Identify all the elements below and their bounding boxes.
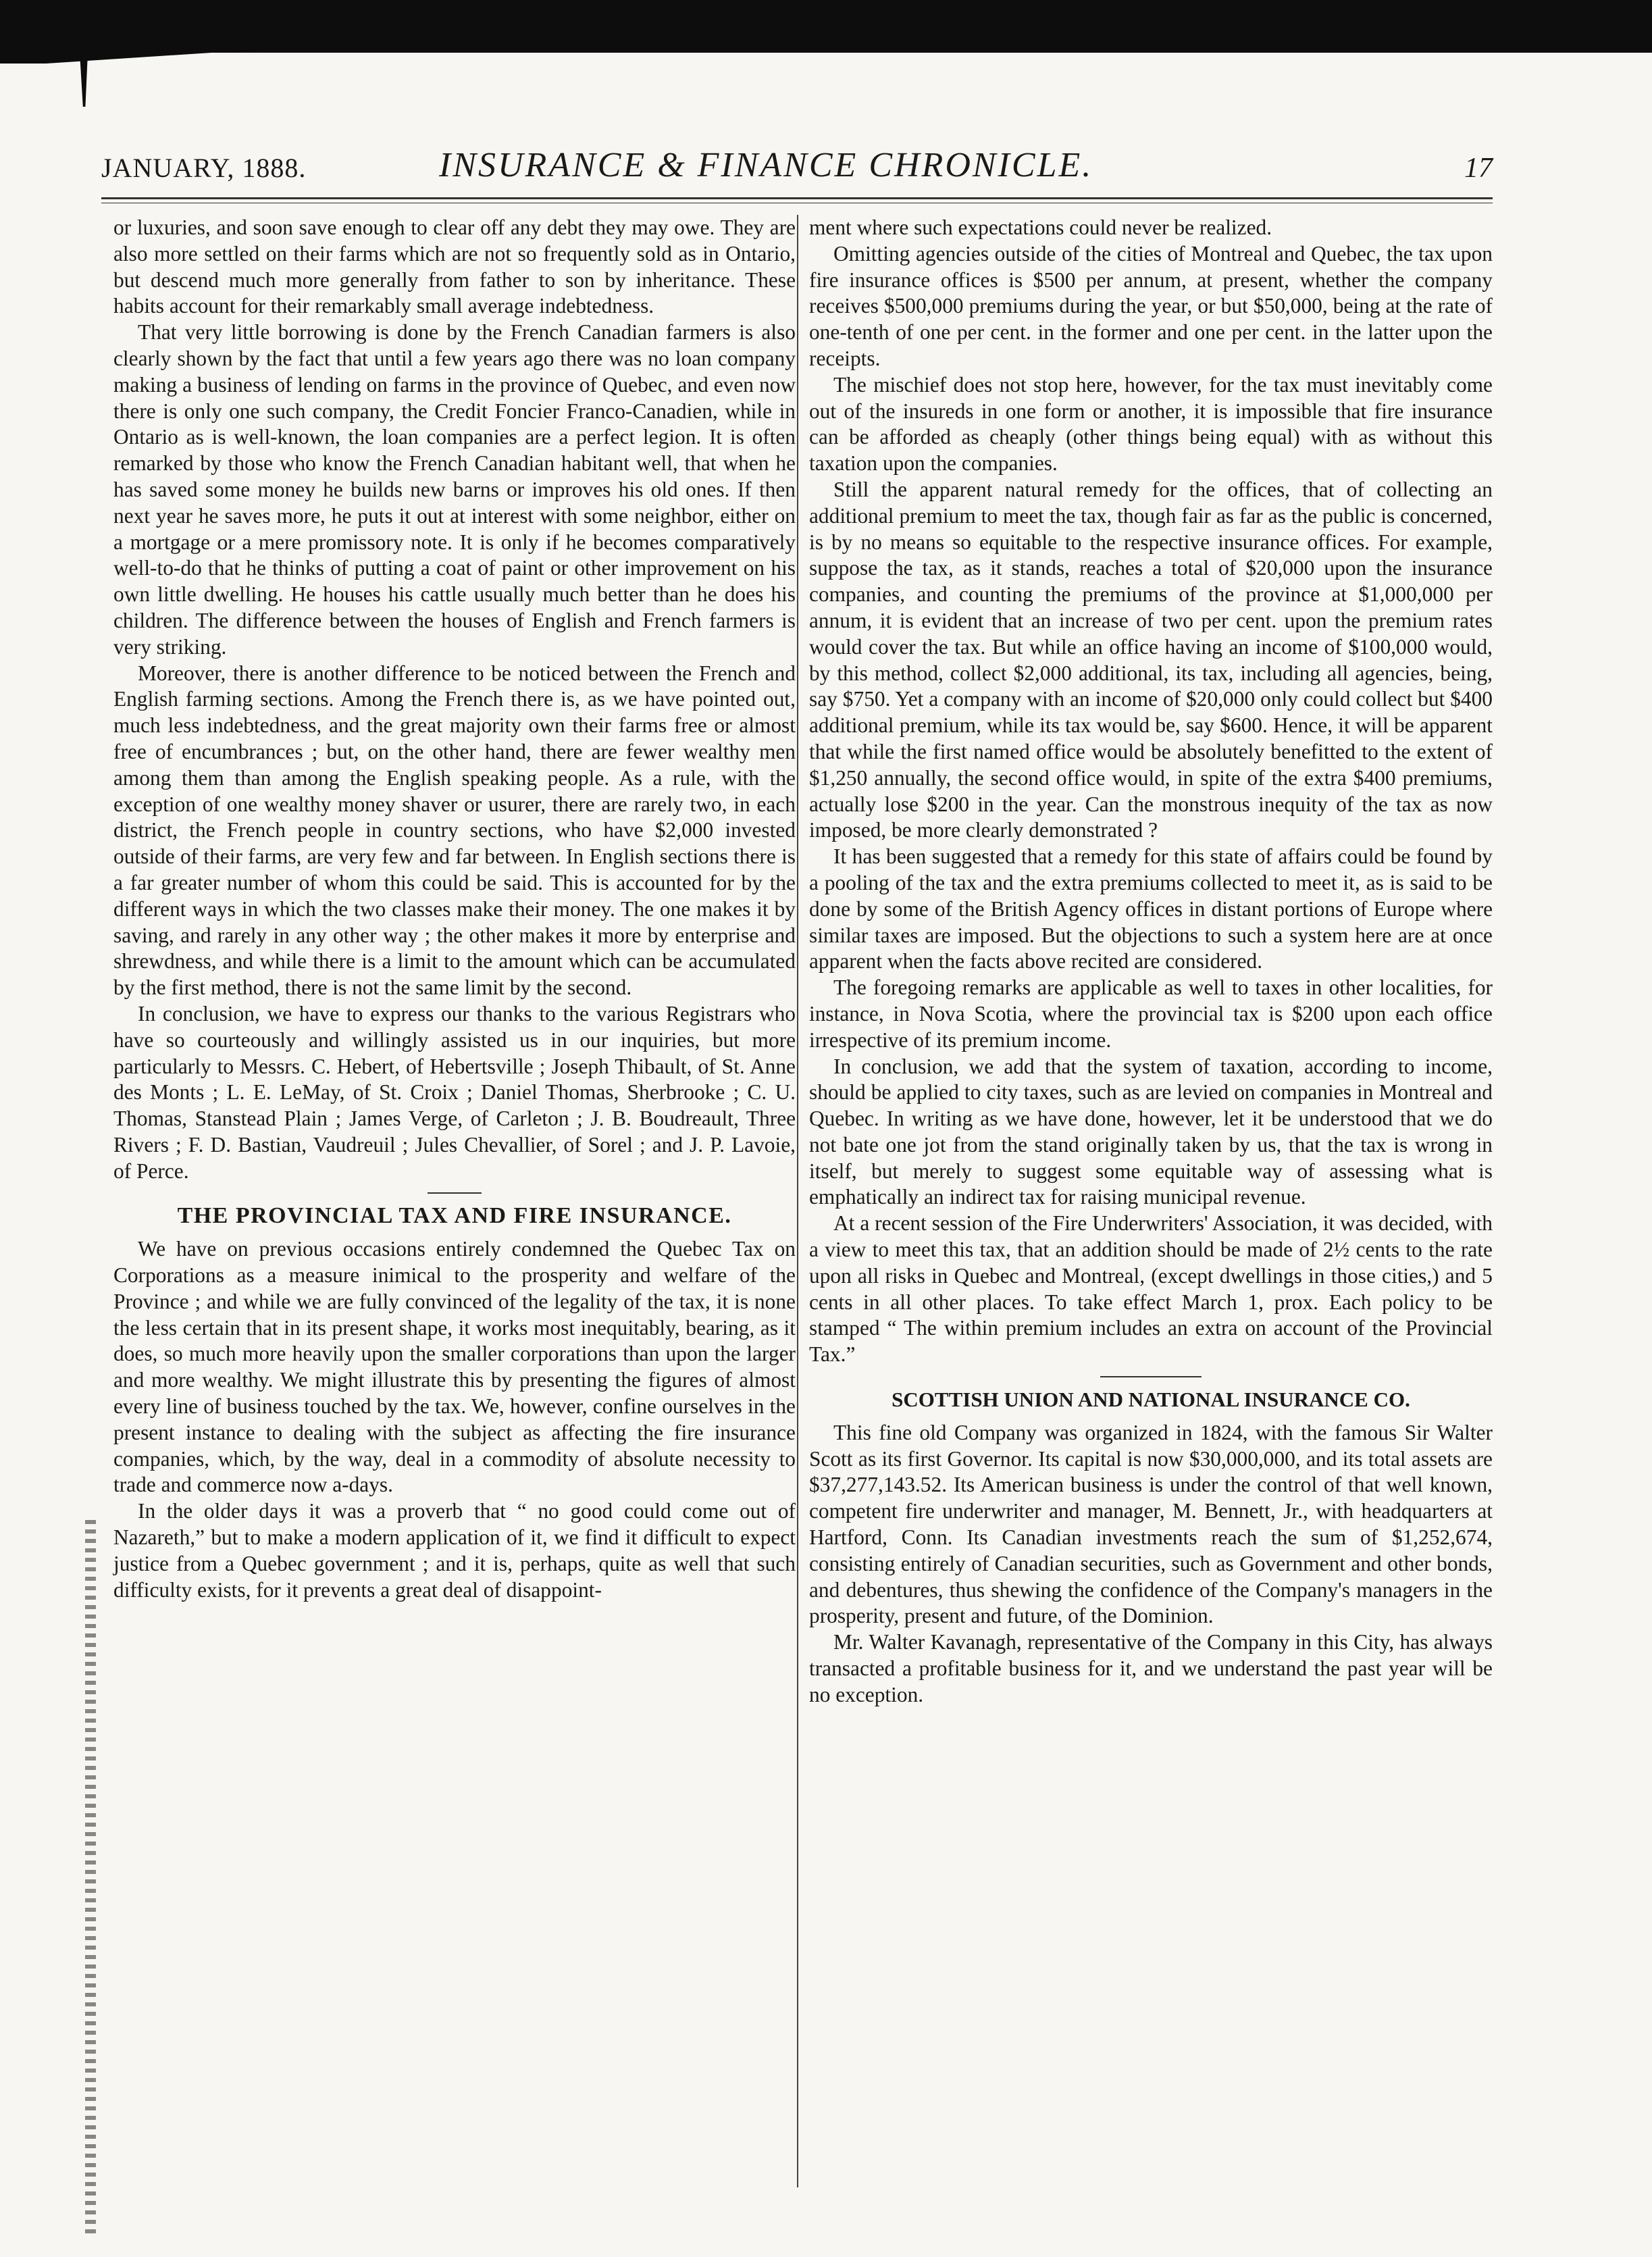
page-header [101, 145, 1493, 193]
section-rule [1100, 1376, 1202, 1377]
scan-mark [80, 53, 88, 107]
article-paragraph: This fine old Company was organized in 1824, with the famous Sir Walter Scott as its first Governor. Its capital is now $30,000,000, and its total assets are $37,277,143.52. Its American business is under the control of that well known, competent fire underwriter and manager, M. Bennett, Jr., with headquarters at Hartford, Conn. Its Canadian investments reach the sum of $1,252,674, consisting entirely of Canadian securities, such as Government and other bonds, and debentures, thus shewing the confidence of the Company's managers in the prosperity, present and future, of the Dominion. [809, 1420, 1493, 1628]
binding-margin [85, 1520, 96, 2236]
article-paragraph: We have on previous occasions entirely condemned the Quebec Tax on Corporations as a measure inimical to the prosperity and welfare of the Province ; and while we are fully convinced of the legality of the tax, it is none the less certain that in its present shape, it works most inequitably, bearing, as it does, so much more heavily upon the smaller corporations than upon the larger and more wealthy. We might illustrate this by presenting the figures of almost every line of business touched by the tax. We, however, confine ourselves in the present instance to dealing with the subject as affecting the fire insurance companies, which, by the way, deal in a commodity of absolute necessity to trade and commerce now a-days. [113, 1237, 796, 1497]
article-paragraph: In conclusion, we have to express our thanks to the various Registrars who have so courteously and willingly assisted us in our inquiries, but more particularly to Messrs. C. Hebert, of Hebertsville ; Joseph Thibault, of St. Anne des Monts ; L. E. LeMay, of St. Croix ; Daniel Thomas, Sherbrooke ; C. U. Thomas, Stanstead Plain ; James Verge, of Carleton ; J. B. Boudreault, Three Rivers ; F. D. Bastian, Vaudreuil ; Jules Chevallier, of Sorel ; and J. P. Lavoie, of Perce. [113, 1001, 796, 1183]
article-paragraph: or luxuries, and soon save enough to clear off any debt they may owe. They are also more settled on their farms which are not so frequently sold as in Ontario, but descend much more generally from father to son by inheritance. These habits account for their remarkably small average indebtedness. [113, 215, 796, 318]
column-divider [797, 215, 798, 2187]
section-heading: THE PROVINCIAL TAX AND FIRE INSURANCE. [177, 1203, 732, 1229]
article-paragraph: Still the apparent natural remedy for the offices, that of collecting an additional premium to meet the tax, though fair as far as the public is concerned, is by no means so equitable to the respective insurance offices. For example, suppose the tax, as it stands, reaches a total of $20,000 upon the insurance companies, and counting the premiums of the province at $1,000,000 per annum, it is evident that an increase of two per cent. upon the premium rates would cover the tax. But while an office having an income of $100,000 would, by this method, collect $2,000 additional, its tax, including all agencies, being, say $750. Yet a company with an income of $20,000 only could collect but $400 additional premium, while its tax would be, say $600. Hence, it will be apparent that while the first named office would be absolutely benefitted to the extent of $1,250 annually, the second office would, in spite of the extra $400 premiums, actually lose $200 in the year. Can the monstrous inequity of the tax as now imposed, be more clearly demonstrated ? [809, 477, 1493, 842]
article-paragraph: In conclusion, we add that the system of taxation, according to income, should be applied to city taxes, such as are levied on companies in Montreal and Quebec. In writing as we have done, however, let it be understood that we do not bate one jot from the stand originally taken by us, that the tax is wrong in itself, but merely to suggest some equitable way of assessing what is emphatically an indirect tax for raising municipal revenue. [809, 1054, 1493, 1209]
section-rule [428, 1192, 482, 1194]
section-heading: SCOTTISH UNION AND NATIONAL INSURANCE CO. [892, 1388, 1410, 1412]
article-paragraph: At a recent session of the Fire Underwriters' Association, it was decided, with a view to meet this tax, that an addition should be made of 2½ cents to the rate upon all risks in Quebec and Montreal, (except dwellings in those cities,) and 5 cents in all other places. To take effect March 1, prox. Each policy to be stamped “ The within premium includes an extra on account of the Provincial Tax.” [809, 1211, 1493, 1367]
article-paragraph: The foregoing remarks are applicable as well to taxes in other localities, for instance, in Nova Scotia, where the provincial tax is $200 upon each office irrespective of its premium income. [809, 975, 1493, 1052]
scan-top-edge-tail [0, 41, 257, 64]
publication-title: INSURANCE & FINANCE CHRONICLE. [439, 146, 1093, 184]
article-paragraph: That very little borrowing is done by the French Canadian farmers is also clearly shown by the fact that until a few years ago there was no loan company making a business of lending on farms in the province of Quebec, and even now there is only one such company, the Credit Foncier Franco-Canadien, while in Ontario as is well-known, the loan companies are a perfect legion. It is often remarked by those who know the French Canadian habitant well, that when he has saved some money he builds new barns or improves his old ones. If then next year he saves more, he puts it out at interest with some neighbor, either on a mortgage or a mere promissory note. It is only if he becomes comparatively well-to-do that he thinks of putting a coat of paint or other improvement on his own little dwelling. He houses his cattle usually much better than he does his children. The difference between the houses of English and French farmers is very striking. [113, 320, 796, 659]
article-paragraph: Omitting agencies outside of the cities of Montreal and Quebec, the tax upon fire insurance offices is $500 per annum, at present, whether the company receives $500,000 premiums during the year, or but $50,000, being at the rate of one-tenth of one per cent. in the former and one per cent. in the latter upon the receipts. [809, 241, 1493, 370]
article-paragraph: In the older days it was a proverb that “ no good could come out of Nazareth,” but to make a modern application of it, we find it difficult to expect justice from a Quebec government ; and it is, perhaps, quite as well that such difficulty exists, for it prevents a great deal of disappoint- [113, 1499, 796, 1602]
header-rule [101, 197, 1493, 199]
issue-date: JANUARY, 1888. [101, 153, 307, 183]
article-paragraph: Mr. Walter Kavanagh, representative of the Company in this City, has always transacted a profitable business for it, and we understand the past year will be no exception. [809, 1630, 1493, 1706]
article-paragraph: Moreover, there is another difference to be noticed between the French and English farming sections. Among the French there is, as we have pointed out, much less indebtedness, and the great majority own their farms free or almost free of encumbrances ; but, on the other hand, there are fewer wealthy men among them than among the English speaking people. As a rule, with the exception of one wealthy money shaver or usurer, there are rarely two, in each district, the French people in country sections, who have $2,000 invested outside of their farms, are very few and far between. In English sections there is a far greater number of whom this could be said. This is accounted for by the different ways in which the two classes make their money. The one makes it by saving, and rarely in any other way ; the other makes it more by enterprise and shrewdness, and while there is a limit to the amount which can be accumulated by the first method, there is not the same limit by the second. [113, 661, 796, 1000]
left-column [113, 215, 796, 1603]
page-number: 17 [1464, 153, 1493, 184]
article-paragraph: It has been suggested that a remedy for this state of affairs could be found by a pooling of the tax and the extra premiums collected to meet it, as is said to be done by some of the British Agency offices in distant portions of Europe where similar taxes are imposed. But the objections to such a system here are at once apparent when the facts above recited are considered. [809, 844, 1493, 973]
article-paragraph: The mischief does not stop here, however, for the tax must inevitably come out of the insureds in one form or another, it is impossible that fire insurance can be afforded as cheaply (other things being equal) with as without this taxation upon the companies. [809, 372, 1493, 476]
article-paragraph: ment where such expectations could never be realized. [809, 215, 1272, 239]
right-column [809, 215, 1493, 1708]
